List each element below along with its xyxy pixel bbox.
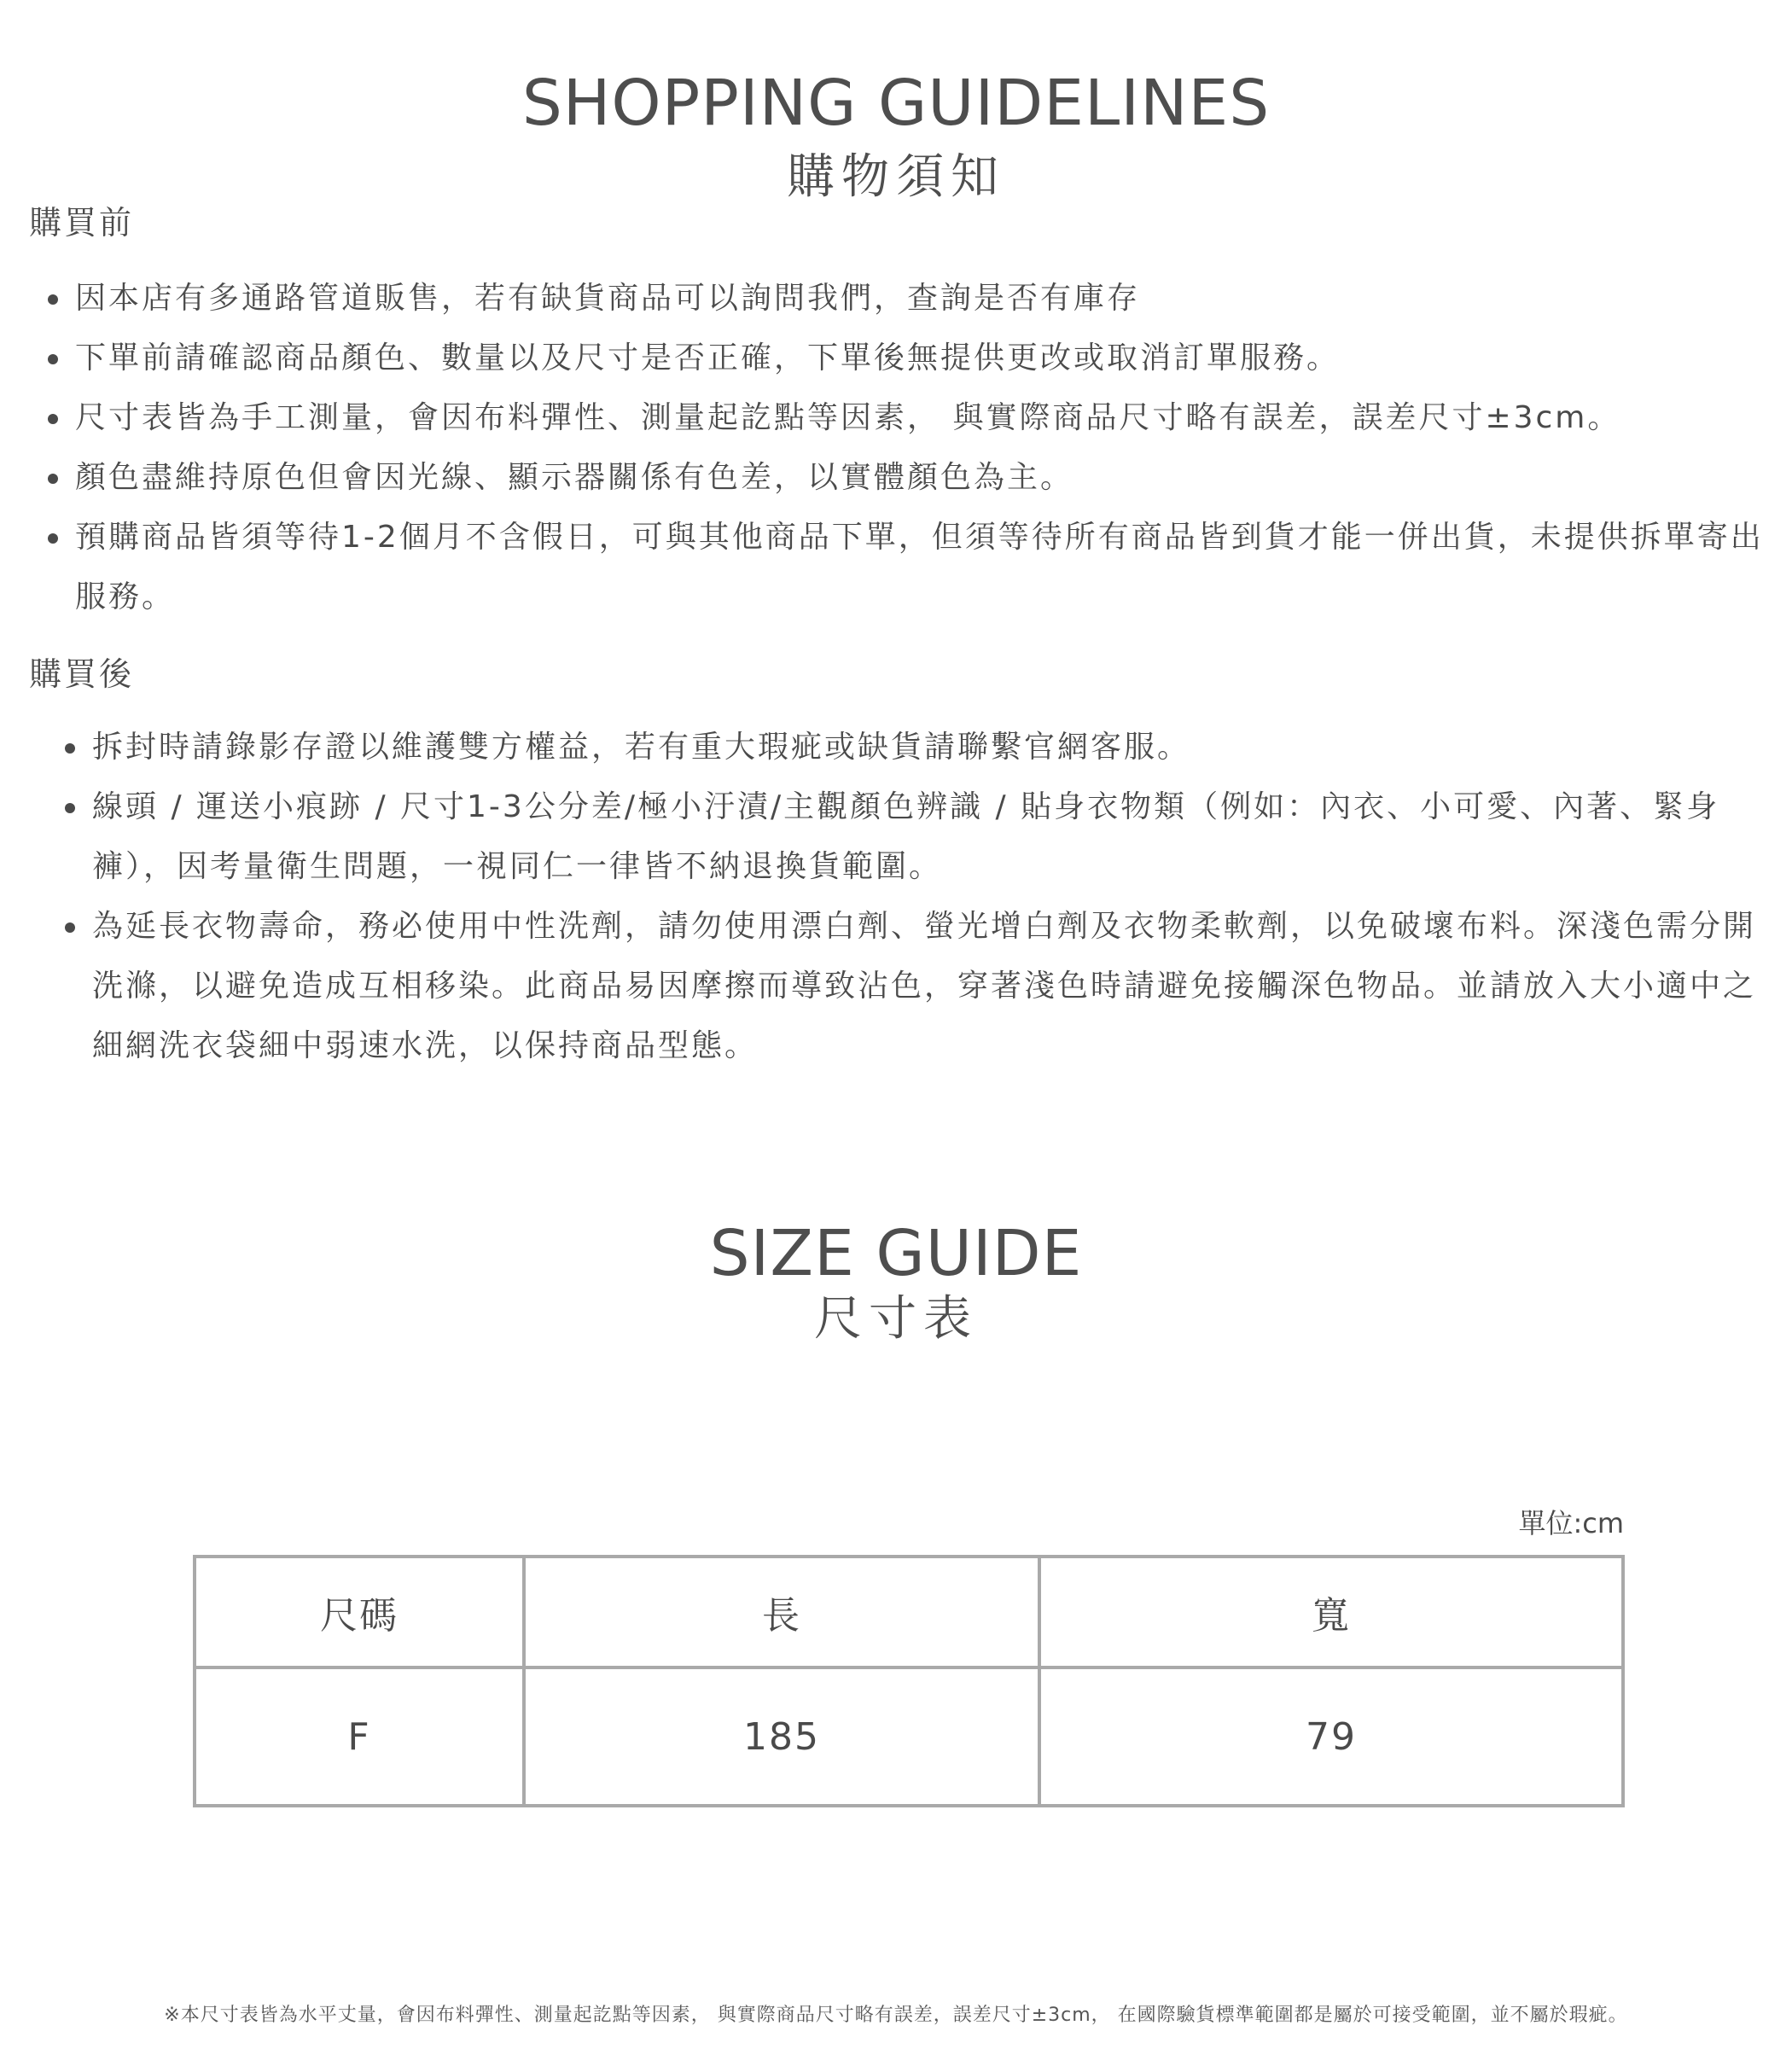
- list-item: 線頭 / 運送小痕跡 / 尺寸1-3公分差/極小汙漬/主觀顏色辨識 / 貼身衣物類（例如：內衣、小可愛、內著、緊身褲），因考量衛生問題，一視同仁一律皆不納退換貨範圍。: [46, 777, 1780, 897]
- header-size: 尺碼: [195, 1557, 524, 1667]
- size-guide-subtitle: 尺寸表: [814, 1291, 978, 1347]
- size-table: [193, 1555, 1625, 1807]
- size-guide-title: SIZE GUIDE: [709, 1217, 1083, 1290]
- cell-width: 79: [1039, 1667, 1623, 1806]
- list-item: 拆封時請錄影存證以維護雙方權益，若有重大瑕疵或缺貨請聯繫官網客服。: [46, 718, 1780, 777]
- cell-size: F: [195, 1667, 524, 1806]
- shopping-guidelines-subtitle: 購物須知: [787, 149, 1005, 205]
- shopping-guidelines-title: SHOPPING GUIDELINES: [521, 67, 1271, 140]
- list-item: 尺寸表皆為手工測量，會因布料彈性、測量起訖點等因素， 與實際商品尺寸略有誤差，誤差尺寸±3cm。: [29, 388, 1780, 448]
- header-width: 寬: [1039, 1557, 1623, 1667]
- list-item: 預購商品皆須等待1-2個月不含假日，可與其他商品下單，但須等待所有商品皆到貨才能一併出貨，未提供拆單寄出服務。: [29, 508, 1780, 627]
- unit-label: 單位:cm: [1518, 1507, 1624, 1539]
- table-header-row: [195, 1557, 1623, 1667]
- header-length: 長: [524, 1557, 1039, 1667]
- after-purchase-heading: 購買後: [29, 655, 135, 693]
- cell-length: 185: [524, 1667, 1039, 1806]
- list-item: 因本店有多通路管道販售，若有缺貨商品可以詢問我們，查詢是否有庫存: [29, 269, 1780, 329]
- before-purchase-list: [29, 269, 1780, 627]
- list-item: 顏色盡維持原色但會因光線、顯示器關係有色差，以實體顏色為主。: [29, 448, 1780, 508]
- before-purchase-heading: 購買前: [29, 204, 135, 242]
- list-item: 下單前請確認商品顏色、數量以及尺寸是否正確，下單後無提供更改或取消訂單服務。: [29, 329, 1780, 388]
- after-purchase-list: [46, 718, 1780, 1076]
- size-footnote: ※本尺寸表皆為水平丈量，會因布料彈性、測量起訖點等因素， 與實際商品尺寸略有誤差，誤差尺寸±3cm， 在國際驗貨標準範圍都是屬於可接受範圍，並不屬於瑕疵。: [164, 2005, 1628, 2026]
- table-row: [195, 1667, 1623, 1806]
- list-item: 為延長衣物壽命，務必使用中性洗劑，請勿使用漂白劑、螢光增白劑及衣物柔軟劑，以免破壞布料。深淺色需分開洗滌，以避免造成互相移染。此商品易因摩擦而導致沾色，穿著淺色時請避免接觸深色物品。並請放入大小適中之細網洗衣袋細中弱速水洗，以保持商品型態。: [46, 897, 1780, 1076]
